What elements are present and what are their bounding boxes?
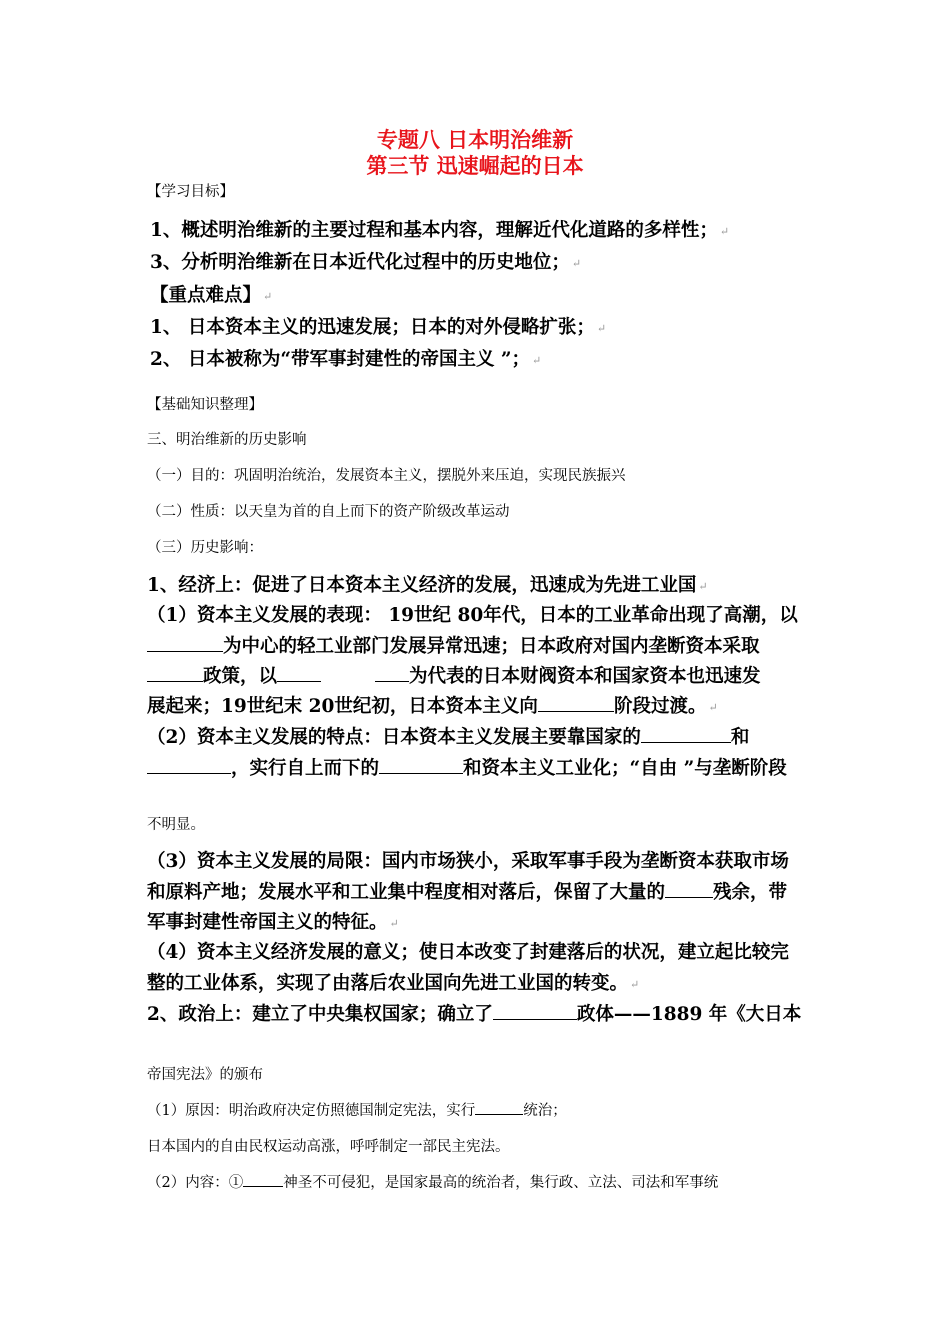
fill-blank bbox=[277, 663, 321, 683]
p2-line-2-text-a: ，实行自上而下的 bbox=[231, 758, 380, 779]
p1-line-2-text: 为中心的轻工业部门发展异常迅速；日本政府对国内垄断资本采取 bbox=[223, 636, 760, 657]
p2-line-2-text-b: 和资本主义工业化；“自由 ”与垄断阶段 bbox=[463, 758, 787, 779]
goal-1 bbox=[150, 216, 729, 242]
fill-blank bbox=[379, 755, 463, 775]
p1-line-4-text-b: 阶段过渡。 bbox=[613, 696, 707, 717]
paragraph-mark: ↵ bbox=[532, 353, 542, 367]
p1-line-3-text-b: 为代表的日本财阀资本和国家资本也迅速发 bbox=[409, 666, 761, 687]
politics-line-1-text-b: 政体——1889 年《大日本 bbox=[576, 1004, 802, 1025]
section-basics-heading: 【基础知识整理】 bbox=[147, 397, 263, 413]
keypoint-1-text: 1、 日本资本主义的迅速发展；日本的对外侵略扩张； bbox=[150, 317, 595, 338]
p3-line-2-text-a: 和原料产地；发展水平和工业集中程度相对落后，保留了大量的 bbox=[147, 882, 666, 903]
reason-text-b: 统治； bbox=[523, 1103, 567, 1119]
fill-blank bbox=[493, 1001, 577, 1021]
p2-line-1 bbox=[147, 723, 749, 749]
content-line-1 bbox=[147, 1171, 718, 1192]
p2-line-3: 不明显。 bbox=[147, 817, 205, 833]
section-keypoints-text: 【重点难点】 bbox=[150, 285, 262, 306]
fill-blank bbox=[147, 663, 203, 683]
p3-line-2-text-b: 残余，带 bbox=[713, 882, 788, 903]
page-title: 专题八 日本明治维新 bbox=[376, 128, 574, 152]
paragraph-mark: ↵ bbox=[389, 916, 399, 930]
p2-line-1-text-b: 和 bbox=[730, 727, 750, 748]
politics-line-2: 帝国宪法》的颁布 bbox=[147, 1067, 263, 1083]
page-subtitle: 第三节 迅速崛起的日本 bbox=[366, 154, 584, 178]
content-text-a: （2）内容：① bbox=[147, 1175, 244, 1191]
paragraph-mark: ↵ bbox=[719, 224, 730, 238]
goal-1-text: 1、概述明治维新的主要过程和基本内容，理解近代化道路的多样性； bbox=[150, 220, 718, 241]
reason-line-1 bbox=[147, 1099, 567, 1120]
fill-blank bbox=[538, 693, 614, 713]
p3-line-3-text: 军事封建性帝国主义的特征。 bbox=[147, 912, 388, 933]
fill-blank bbox=[641, 724, 731, 744]
item-nature: （二）性质：以天皇为首的自上而下的资产阶级改革运动 bbox=[147, 504, 510, 520]
keypoint-1 bbox=[150, 313, 606, 339]
paragraph-mark: ↵ bbox=[698, 579, 708, 593]
content-text-b: 神圣不可侵犯，是国家最高的统治者，集行政、立法、司法和军事统 bbox=[283, 1175, 719, 1191]
politics-line-1 bbox=[147, 1000, 801, 1026]
paragraph-mark: ↵ bbox=[708, 700, 718, 714]
p1-line-3 bbox=[147, 662, 761, 688]
economy-heading bbox=[147, 571, 708, 597]
item-purpose: （一）目的：巩固明治统治，发展资本主义，摆脱外来压迫，实现民族振兴 bbox=[147, 468, 626, 484]
paragraph-mark: ↵ bbox=[630, 977, 640, 991]
p1-line-1: （1）资本主义发展的表现： 19世纪 80年代，日本的工业革命出现了高潮，以 bbox=[147, 605, 798, 626]
goal-3 bbox=[150, 248, 581, 274]
economy-heading-text: 1、经济上：促进了日本资本主义经济的发展，迅速成为先进工业国 bbox=[147, 575, 697, 596]
section-keypoints-heading bbox=[150, 281, 272, 307]
keypoint-2-text: 2、 日本被称为“带军事封建性的帝国主义 ”； bbox=[150, 349, 531, 370]
paragraph-mark: ↵ bbox=[571, 256, 582, 270]
fill-blank bbox=[375, 663, 409, 683]
p3-line-3 bbox=[147, 908, 399, 934]
goal-3-text: 3、分析明治维新在日本近代化过程中的历史地位； bbox=[150, 252, 570, 273]
p4-line-2-text: 整的工业体系，实现了由落后农业国向先进工业国的转变。 bbox=[147, 973, 629, 994]
paragraph-mark: ↵ bbox=[596, 321, 607, 335]
keypoint-2 bbox=[150, 345, 541, 371]
paragraph-mark: ↵ bbox=[263, 289, 273, 303]
item-impact: （三）历史影响： bbox=[147, 540, 263, 556]
fill-blank bbox=[665, 879, 713, 899]
fill-blank bbox=[147, 633, 223, 653]
p1-line-4-text-a: 展起来；19世纪末 20世纪初，日本资本主义向 bbox=[147, 696, 538, 717]
p4-line-2 bbox=[147, 969, 639, 995]
p1-line-4 bbox=[147, 692, 718, 718]
politics-line-1-text-a: 2、政治上：建立了中央集权国家；确立了 bbox=[147, 1004, 493, 1025]
reason-text-a: （1）原因：明治政府决定仿照德国制定宪法，实行 bbox=[147, 1103, 476, 1119]
fill-blank bbox=[475, 1100, 523, 1116]
p4-line-1: （4）资本主义经济发展的意义；使日本改变了封建落后的状况，建立起比较完 bbox=[147, 942, 789, 963]
p2-line-1-text-a: （2）资本主义发展的特点：日本资本主义发展主要靠国家的 bbox=[147, 727, 641, 748]
p1-line-2 bbox=[147, 632, 760, 658]
fill-blank bbox=[243, 1172, 283, 1188]
p1-line-3-text-a: 政策，以 bbox=[203, 666, 278, 687]
reason-line-2: 日本国内的自由民权运动高涨，呼呼制定一部民主宪法。 bbox=[147, 1139, 510, 1155]
p3-line-1: （3）资本主义发展的局限：国内市场狭小，采取军事手段为垄断资本获取市场 bbox=[147, 851, 789, 872]
p3-line-2 bbox=[147, 878, 787, 904]
heading-historical-impact: 三、明治维新的历史影响 bbox=[147, 432, 307, 448]
section-goals-heading: 【学习目标】 bbox=[147, 184, 234, 200]
fill-blank bbox=[147, 755, 231, 775]
p2-line-2 bbox=[147, 754, 787, 780]
